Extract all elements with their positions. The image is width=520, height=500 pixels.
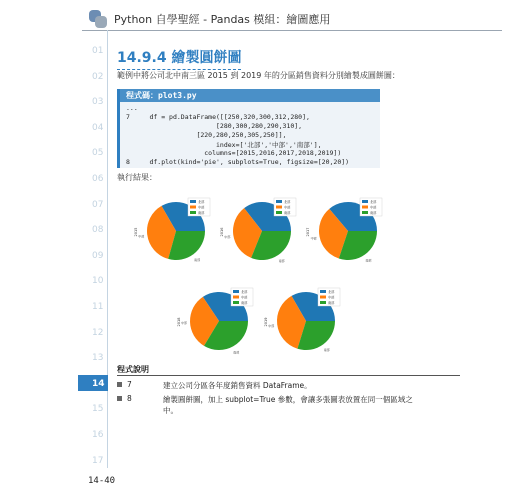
code-line: 7 df = pd.DataFrame([[250,320,300,312,280], (126, 113, 310, 121)
legend-label: 南部 (284, 210, 291, 215)
legend-swatch (190, 211, 196, 214)
series-label: 2017 (306, 227, 310, 237)
slice-label: 南部 (233, 350, 240, 355)
line-number: 11 (92, 302, 104, 312)
line-number: 13 (92, 353, 104, 364)
code-line: [280,300,280,290,310], (126, 122, 303, 130)
legend-swatch (320, 296, 326, 299)
line-number: 07 (92, 199, 104, 210)
line-number: 17 (92, 455, 104, 466)
result-label: 執行結果： (117, 173, 157, 182)
series-label: 2018 (177, 317, 181, 327)
header-title: Python 自學聖經 - Pandas 模組：繪圖應用 (114, 13, 331, 26)
legend-swatch (233, 296, 239, 299)
slice-label: 南部 (194, 257, 201, 262)
code-line: ... (126, 104, 138, 112)
section-intro: 範例中將公司北中南三區 2015 到 2019 年的分區銷售資料分別繪製成圓餅圖： (117, 71, 400, 80)
page-number: 14-40 (88, 476, 116, 486)
pie-chart (134, 198, 210, 262)
legend-swatch (276, 211, 282, 214)
legend-label: 南部 (370, 210, 377, 215)
series-label: 2019 (264, 317, 268, 327)
code-line: index=['北部','中部','南部'], (126, 141, 322, 149)
legend-swatch (276, 200, 282, 203)
legend-label: 中部 (370, 205, 377, 210)
legend-swatch (190, 200, 196, 203)
legend-swatch (190, 206, 196, 209)
line-number: 04 (92, 122, 104, 133)
pie-chart (306, 197, 382, 262)
legend-label: 南部 (241, 300, 248, 305)
slice-label: 南部 (278, 259, 285, 264)
line-number: 10 (92, 276, 104, 287)
pie-chart (264, 288, 340, 352)
legend-swatch (233, 301, 239, 304)
explanation-title: 程式說明 (117, 365, 149, 374)
legend-label: 北部 (370, 199, 377, 204)
line-number: 12 (92, 327, 104, 338)
line-number: 08 (92, 225, 104, 236)
legend-swatch (362, 206, 368, 209)
legend-label: 北部 (198, 199, 205, 204)
explanation-rule (117, 375, 460, 376)
line-number: 05 (92, 148, 104, 159)
line-number: 06 (92, 174, 104, 184)
code-header: 程式碼：plot3.py (120, 89, 380, 102)
series-label: 2016 (220, 227, 224, 237)
legend-swatch (362, 211, 368, 214)
legend-label: 北部 (284, 199, 291, 204)
code-line: columns=[2015,2016,2017,2018,2019]) (126, 149, 342, 157)
code-line: 8 df.plot(kind='pie', subplots=True, figsize=[20,20]) (126, 158, 350, 166)
legend-label: 中部 (241, 295, 248, 300)
legend-swatch (276, 206, 282, 209)
line-number: 14 (92, 378, 105, 389)
line-number: 15 (92, 404, 104, 415)
slice-label: 中部 (181, 320, 188, 325)
line-number: 16 (92, 430, 104, 440)
legend-label: 中部 (328, 295, 335, 300)
series-label: 2015 (134, 227, 138, 237)
legend-label: 南部 (198, 210, 205, 215)
legend-swatch (320, 301, 326, 304)
line-number: 09 (92, 250, 104, 261)
legend-label: 中部 (198, 205, 205, 210)
legend-swatch (320, 290, 326, 293)
slice-label: 中部 (310, 236, 317, 241)
line-number: 03 (92, 97, 104, 108)
legend-swatch (362, 200, 368, 203)
line-number: 02 (92, 71, 104, 82)
slice-label: 南部 (323, 348, 330, 353)
slice-label: 南部 (365, 258, 372, 263)
line-number: 01 (92, 46, 104, 56)
legend-label: 北部 (328, 289, 335, 294)
code-line: [220,280,250,305,250]], (126, 131, 287, 139)
legend-label: 北部 (241, 289, 248, 294)
legend-label: 中部 (284, 205, 291, 210)
section-title: 14.9.4 繪製圓餅圖 (117, 47, 241, 67)
legend-swatch (233, 290, 239, 293)
pie-chart (177, 288, 253, 354)
legend-label: 南部 (328, 300, 335, 305)
slice-label: 中部 (138, 234, 145, 239)
pie-chart (220, 198, 296, 263)
slice-label: 中部 (224, 234, 231, 239)
slice-label: 中部 (268, 323, 275, 328)
